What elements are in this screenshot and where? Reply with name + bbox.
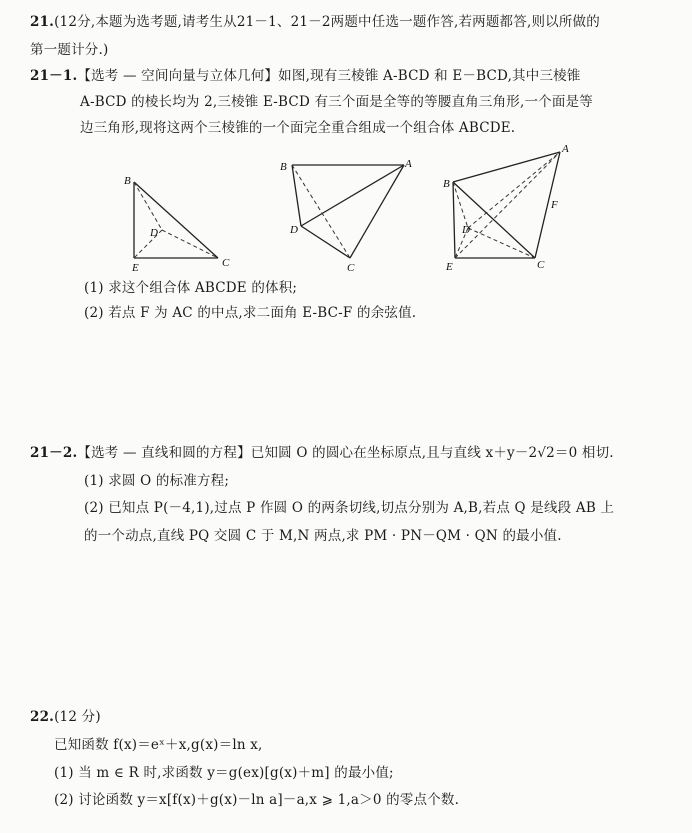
q21-1-text: 【选考 — 空间向量与立体几何】如图,现有三棱锥 A-BCD 和 E－BCD,其中三棱锥 xyxy=(77,68,581,84)
q21-intro-text: (12分,本题为选考题,请考生从21－1、21－2两题中任选一题作答,若两题都答,则以所做的 xyxy=(54,14,600,30)
label-a: A xyxy=(562,143,569,155)
label-d: D xyxy=(462,224,470,236)
q22-score: (12 分) xyxy=(54,709,101,725)
q21-2-part2-line1: (2) 已知点 P(－4,1),过点 P 作圆 O 的两条切线,切点分别为 A,B,若点 Q 是线段 AB 上 xyxy=(84,500,615,516)
q21-number: 21. xyxy=(30,14,55,30)
label-d: D xyxy=(150,227,158,239)
label-c: C xyxy=(222,257,230,269)
q21-1-line3: 边三角形,现将这两个三棱锥的一个面完全重合组成一个组合体 ABCDE. xyxy=(80,120,516,136)
q21-intro-line2: 第一题计分.) xyxy=(30,42,109,58)
label-e: E xyxy=(446,261,453,273)
q22-part1: (1) 当 m ∈ R 时,求函数 y＝g(ex)[g(x)＋m] 的最小值; xyxy=(54,765,394,781)
figure-3 xyxy=(443,143,569,273)
q21-1-figures xyxy=(0,0,692,280)
q21-1-number: 21－1. xyxy=(30,68,78,84)
q21-2-part2-line2: 的一个动点,直线 PQ 交圆 C 于 M,N 两点,求 PM · PN－QM · QN 的最小值. xyxy=(84,528,562,544)
q21-2-line1 xyxy=(30,444,614,462)
label-b: B xyxy=(124,175,131,187)
q22-part2: (2) 讨论函数 y＝x[f(x)＋g(x)－ln a]－a,x ⩾ 1,a＞0 的零点个数. xyxy=(54,792,460,808)
label-d: D xyxy=(290,224,298,236)
label-b: B xyxy=(280,161,287,173)
q21-1-line2: A-BCD 的棱长均为 2,三棱锥 E-BCD 有三个面是全等的等腰直角三角形,一个面是等 xyxy=(80,94,593,110)
label-f: F xyxy=(551,199,558,211)
label-b: B xyxy=(443,178,450,190)
q21-2-part1: (1) 求圆 O 的标准方程; xyxy=(84,473,230,489)
q22-number: 22. xyxy=(30,709,55,725)
q21-2-text: 【选考 — 直线和圆的方程】已知圆 O 的圆心在坐标原点,且与直线 x＋y－2√2＝0 相切. xyxy=(77,445,614,461)
q22-line1: 已知函数 f(x)＝eˣ＋x,g(x)＝ln x, xyxy=(54,737,263,753)
figure-1 xyxy=(124,175,230,274)
label-e: E xyxy=(132,262,139,274)
label-c: C xyxy=(537,259,545,271)
label-a: A xyxy=(405,158,412,170)
q21-1-part2: (2) 若点 F 为 AC 的中点,求二面角 E-BC-F 的余弦值. xyxy=(84,305,417,321)
label-c: C xyxy=(347,262,355,274)
figure-2 xyxy=(280,158,412,274)
q21-1-part1: (1) 求这个组合体 ABCDE 的体积; xyxy=(84,280,298,296)
q22-header xyxy=(30,708,101,726)
q21-2-number: 21－2. xyxy=(30,445,78,461)
